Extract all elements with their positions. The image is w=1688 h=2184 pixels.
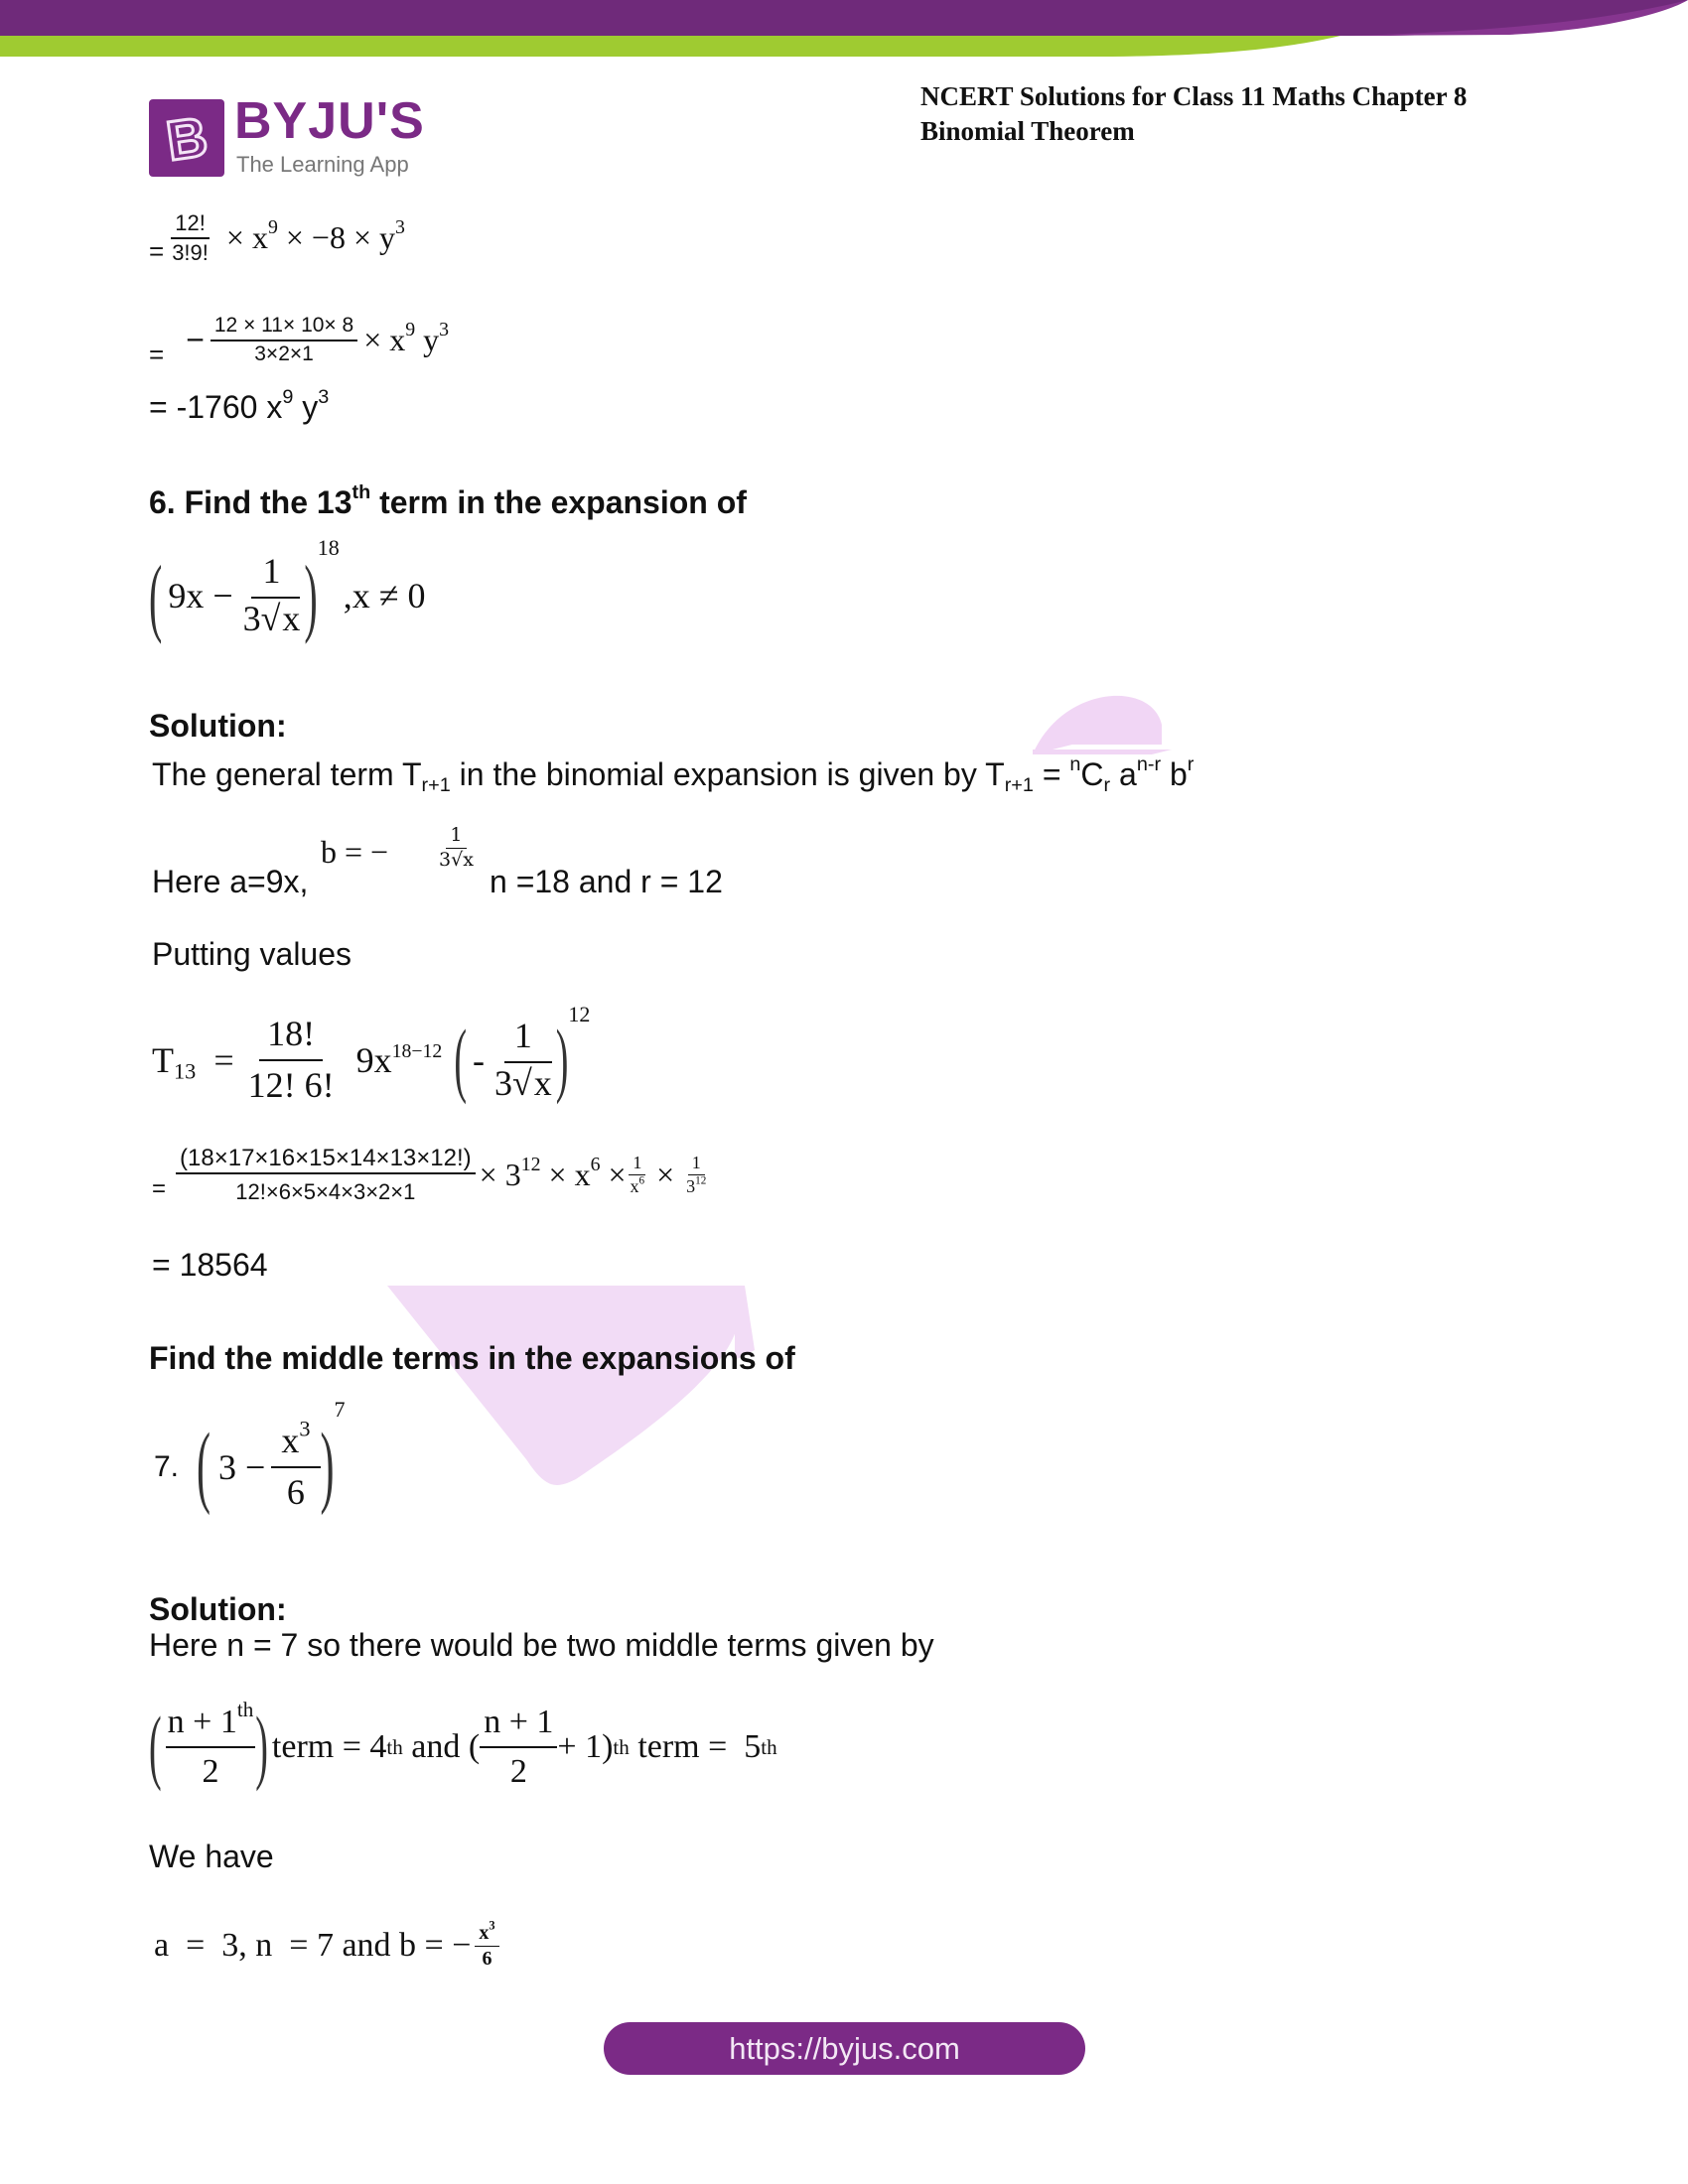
fraction: $\frac{x^3}{6}$ <box>271 1423 320 1512</box>
doc-title-line2: Binomial Theorem <box>920 116 1135 146</box>
fraction: $\frac{12 \times 11\times 10\times 8}{3\times 2\times 1}$ <box>211 315 357 364</box>
prev-line-2: = − $\frac{12 \times 11\times 10\times 8}{3\times 2\times 1}$ × $x^9$ $y^3$ <box>149 314 450 369</box>
byjus-logo <box>149 92 447 183</box>
logo-mark-icon: B <box>149 99 224 177</box>
prev-line-1: = $\frac{12!}{3!9!}$ × $x^9 \times -8 \times y^3$ <box>149 210 405 266</box>
q7-we-have: We have <box>149 1839 274 1874</box>
fraction: $\frac{12!}{3!9!}$ <box>172 210 209 265</box>
prev-line-3: = -1760 $x^9$ $y^3$ <box>149 386 330 425</box>
fraction: $\frac{n + 1}{2}$ <box>480 1705 557 1789</box>
fraction: $\frac{1}{3√x}$ <box>493 1016 552 1103</box>
q7-section-heading: Find the middle terms in the expansions of <box>149 1340 795 1376</box>
q6-heading: 6. Find the 13th term in the expansion of <box>149 481 747 520</box>
doc-title-line1: NCERT Solutions for Class 11 Maths Chapter 8 <box>920 81 1468 111</box>
brand-name: BYJU'S <box>234 92 425 150</box>
website-link[interactable]: https://byjus.com <box>604 2022 1085 2075</box>
fraction: $\frac{1}{3^{12}}$ <box>686 1152 707 1196</box>
q7-intro: Here n = 7 so there would be two middle terms given by <box>149 1627 934 1663</box>
q6-result: = 18564 <box>152 1247 268 1283</box>
brand-tagline: The Learning App <box>236 152 409 177</box>
q6-solution-label: Solution: <box>149 708 287 744</box>
q7-middle-terms: ( $\frac{n + 1^{th}}{2}$ ) term = 4 th and ( $\frac{n + 1}{2}$ + 1) th term = 5 th <box>149 1698 777 1794</box>
fraction: $\frac{1}{3√x}$ <box>439 824 474 871</box>
q7-expression: 7. ( 3 − $\frac{x^3}{6}$ ) $^7$ <box>154 1396 346 1518</box>
fraction: $\frac{1}{3√x}$ <box>242 551 301 638</box>
q6-general-term: The general term $T_{r+1}$ in the binomial expansion is given by $T_{r+1} = ^nC_r$ $a^{n-r}$ $b^r$ <box>152 753 1195 796</box>
header-decoration <box>0 0 1688 69</box>
q6-expansion-line: = $\frac{(18\times 17\times 16\times 15\times 14\times 13\times 12!)}{12!\times 6\times 5\times 4\times 3\times 2\times 1}$ × $3^{12} \times x^6$ × $\frac{1}{x^6}$ × $\frac{1}{3^{12}}$ <box>152 1140 710 1209</box>
doc-title <box>920 79 1467 149</box>
q6-t13-line: $T_{13}$ = $\frac{18!}{12! 6!}$ $9x^{18-12}$ ( - $\frac{1}{3√x}$ ) $^{12}$ <box>152 1002 591 1107</box>
q7-solution-label: Solution: <box>149 1591 287 1627</box>
fraction: $\frac{18!}{12! 6!}$ <box>247 1014 335 1105</box>
fraction: $\frac{n + 1^{th}}{2}$ <box>167 1698 254 1790</box>
fraction: $\frac{x^3}{6}$ <box>475 1923 498 1970</box>
fraction: $\frac{(18\times 17\times 16\times 15\times 14\times 13\times 12!)}{12!\times 6\times 5\times 4\times 3\times 2\times 1}$ <box>176 1146 476 1203</box>
q7-values: a = 3, n = 7 and b = − $\frac{x^3}{6}$ <box>154 1906 499 1985</box>
q6-expression: ( 9x − $\frac{1}{3√x}$ ) $^{18}$ ,x ≠ 0 <box>149 535 426 645</box>
q6-putting-values: Putting values <box>152 936 352 972</box>
fraction: $\frac{1}{x^6}$ <box>630 1152 645 1196</box>
